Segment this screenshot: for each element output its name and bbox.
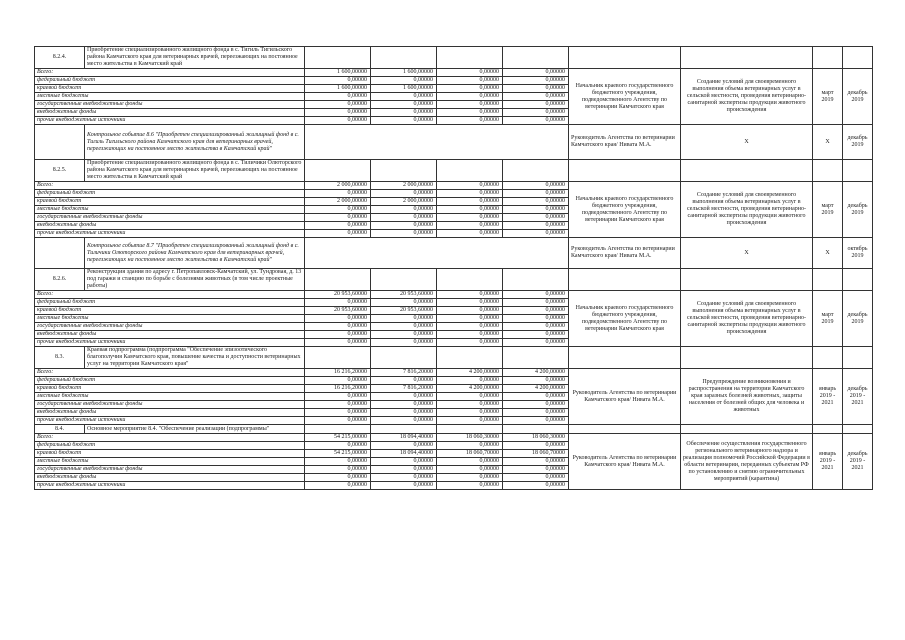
empty-cell [305,269,371,291]
funding-source-label: внебюджетные фонды [35,109,305,117]
funding-value: 0,00000 [371,323,437,331]
funding-value: 0,00000 [503,109,569,117]
block-title-row [35,47,873,69]
funding-value: 0,00000 [437,198,503,206]
funding-value: 0,00000 [503,417,569,425]
empty-cell [437,425,503,434]
funding-value: 0,00000 [305,77,371,85]
funding-value: 0,00000 [503,182,569,190]
funding-source-label: краевой бюджет [35,198,305,206]
funding-value: 0,00000 [371,393,437,401]
funding-value: 0,00000 [503,482,569,490]
funding-row [35,182,873,190]
funding-value: 0,00000 [437,323,503,331]
funding-source-label: местные бюджеты [35,93,305,101]
responsible-executor: Начальник краевого государственного бюджетного учреждения, подведомственного Агентству по ветеринарии Камчатского края [569,291,681,347]
funding-value: 0,00000 [305,442,371,450]
funding-value: 0,00000 [503,315,569,323]
funding-source-label: Всего: [35,291,305,299]
control-event-row [35,238,873,269]
funding-value: 0,00000 [305,458,371,466]
item-title: Краевая подпрограмма (подпрограмма "Обеспечение эпизоотического благополучия Камчатского края, повышение качества и доступности ветеринарных услуг на территории Камчатского края" [85,347,305,369]
funding-source-label: прочие внебюджетные источники [35,230,305,238]
funding-value: 0,00000 [503,474,569,482]
funding-value: 18 094,40000 [371,450,437,458]
empty-cell [813,347,843,369]
funding-value: 0,00000 [305,230,371,238]
start-date: март 2019 [813,291,843,347]
funding-value: 0,00000 [503,198,569,206]
control-event-text: Контрольное событие 8.7 "Приобретен специализированный жилищный фонд в с. Тиличики Олюторского района Камчатского края для ветеринарных врачей, переезжающих на постоянное место жительства в Камчатский край" [85,238,305,269]
funding-value: 7 816,20000 [371,385,437,393]
funding-value: 0,00000 [437,230,503,238]
control-event-row [35,125,873,160]
funding-value: 0,00000 [503,230,569,238]
start-date: март 2019 [813,69,843,125]
control-event-x: X [681,125,813,160]
control-event-responsible: Руководитель Агентства по ветеринарии Камчатского края/ Нивата М.А. [569,238,681,269]
funding-value: 0,00000 [371,230,437,238]
funding-value: 0,00000 [371,206,437,214]
empty-cell [843,47,873,69]
funding-source-label: местные бюджеты [35,393,305,401]
funding-value: 0,00000 [437,182,503,190]
funding-value: 0,00000 [503,77,569,85]
funding-value: 2 000,00000 [305,198,371,206]
funding-value: 0,00000 [437,77,503,85]
funding-value: 0,00000 [437,190,503,198]
funding-value: 20 953,60000 [305,291,371,299]
funding-value: 0,00000 [437,299,503,307]
expected-result: Создание условий для своевременного выполнения объема ветеринарных услуг в сельской местности, проведения ветеринарно-санитарной экспертизы продукции животного происхождения [681,291,813,347]
funding-value: 0,00000 [371,417,437,425]
funding-value: 18 060,30000 [503,434,569,442]
funding-value: 0,00000 [437,409,503,417]
funding-source-label: внебюджетные фонды [35,222,305,230]
funding-value: 0,00000 [305,393,371,401]
empty-cell [569,160,681,182]
funding-value: 0,00000 [437,482,503,490]
funding-value: 0,00000 [371,109,437,117]
funding-value: 0,00000 [503,323,569,331]
control-event-date: декабрь 2019 [843,125,873,160]
funding-value: 0,00000 [437,401,503,409]
funding-value: 0,00000 [437,85,503,93]
item-number: 8.2.5. [35,160,85,182]
empty-cell [437,160,503,182]
funding-value: 54 215,00000 [305,450,371,458]
empty-cell [371,47,437,69]
funding-value: 0,00000 [305,339,371,347]
funding-value: 0,00000 [305,409,371,417]
expected-result: Создание условий для своевременного выполнения объема ветеринарных услуг в сельской местности, проведения ветеринарно-санитарной экспертизы продукции животного происхождения [681,69,813,125]
funding-value: 16 216,20000 [305,385,371,393]
empty-cell [681,425,813,434]
responsible-executor: Начальник краевого государственного бюджетного учреждения, подведомственного Агентству по ветеринарии Камчатского края [569,182,681,238]
empty-cell [681,160,813,182]
funding-source-label: Всего: [35,434,305,442]
funding-value: 0,00000 [305,417,371,425]
funding-source-label: внебюджетные фонды [35,331,305,339]
funding-value: 0,00000 [437,458,503,466]
funding-value: 0,00000 [305,222,371,230]
item-number: 8.2.4. [35,47,85,69]
empty-cell [35,238,85,269]
funding-value: 0,00000 [371,474,437,482]
funding-value: 0,00000 [437,93,503,101]
block-title-row [35,425,873,434]
funding-value: 0,00000 [437,101,503,109]
funding-value: 0,00000 [305,101,371,109]
funding-source-label: федеральный бюджет [35,442,305,450]
funding-source-label: прочие внебюджетные источники [35,117,305,125]
empty-cell [305,47,371,69]
funding-source-label: краевой бюджет [35,85,305,93]
funding-value: 0,00000 [371,331,437,339]
control-event-date: октябрь 2019 [843,238,873,269]
funding-value: 0,00000 [305,109,371,117]
funding-value: 0,00000 [503,442,569,450]
funding-value: 0,00000 [305,206,371,214]
start-date: январь 2019 - 2021 [813,369,843,425]
empty-cell [305,125,569,160]
funding-source-label: прочие внебюджетные источники [35,417,305,425]
funding-source-label: Всего: [35,69,305,77]
item-title: Основное мероприятие 8.4. "Обеспечение реализации (подпрограммы" [85,425,305,434]
funding-value: 0,00000 [503,458,569,466]
funding-value: 0,00000 [503,101,569,109]
block-title-row [35,347,873,369]
funding-value: 0,00000 [437,117,503,125]
funding-value: 0,00000 [503,214,569,222]
funding-source-label: федеральный бюджет [35,299,305,307]
funding-row [35,69,873,77]
funding-value: 0,00000 [305,482,371,490]
funding-value: 0,00000 [305,299,371,307]
empty-cell [569,347,681,369]
funding-value: 0,00000 [437,109,503,117]
funding-value: 0,00000 [503,401,569,409]
funding-source-label: внебюджетные фонды [35,409,305,417]
funding-value: 0,00000 [437,417,503,425]
funding-value: 0,00000 [305,214,371,222]
funding-value: 4 200,00000 [503,385,569,393]
empty-cell [503,425,569,434]
funding-value: 0,00000 [503,69,569,77]
funding-source-label: государственные внебюджетные фонды [35,401,305,409]
program-table [34,46,873,490]
funding-value: 0,00000 [305,190,371,198]
funding-value: 0,00000 [437,377,503,385]
funding-value: 18 094,40000 [371,434,437,442]
empty-cell [681,347,813,369]
funding-value: 0,00000 [503,299,569,307]
funding-value: 0,00000 [371,482,437,490]
empty-cell [371,160,437,182]
funding-value: 0,00000 [503,93,569,101]
funding-value: 0,00000 [371,222,437,230]
funding-value: 0,00000 [503,222,569,230]
funding-value: 1 600,00000 [305,85,371,93]
funding-value: 0,00000 [371,190,437,198]
funding-value: 0,00000 [371,409,437,417]
funding-source-label: местные бюджеты [35,206,305,214]
funding-value: 0,00000 [371,458,437,466]
funding-value: 0,00000 [503,117,569,125]
funding-value: 0,00000 [371,401,437,409]
empty-cell [843,160,873,182]
funding-value: 0,00000 [371,315,437,323]
end-date: декабрь 2019 [843,69,873,125]
funding-source-label: государственные внебюджетные фонды [35,323,305,331]
empty-cell [503,160,569,182]
funding-value: 2 000,00000 [371,182,437,190]
funding-source-label: внебюджетные фонды [35,474,305,482]
funding-source-label: прочие внебюджетные источники [35,339,305,347]
funding-value: 0,00000 [437,466,503,474]
funding-value: 0,00000 [371,339,437,347]
document-page [34,46,872,490]
funding-value: 0,00000 [437,291,503,299]
item-title: Приобретение специализированного жилищного фонда в с. Тигиль Тигильского района Камчатского края для ветеринарных врачей, переезжающих на постоянное место жительства в Камчатский край [85,47,305,69]
funding-value: 0,00000 [437,307,503,315]
block-title-row [35,160,873,182]
end-date: декабрь 2019 - 2021 [843,434,873,490]
empty-cell [305,425,371,434]
funding-row [35,291,873,299]
expected-result: Предупреждение возникновения и распространения на территории Камчатского края заразных болезней животных, защиты населения от болезней общих для человека и животных [681,369,813,425]
funding-value: 7 816,20000 [371,369,437,377]
empty-cell [35,125,85,160]
item-number: 8.4. [35,425,85,434]
funding-value: 0,00000 [503,393,569,401]
funding-value: 0,00000 [305,323,371,331]
funding-value: 0,00000 [305,315,371,323]
funding-source-label: краевой бюджет [35,307,305,315]
control-event-x: X [813,125,843,160]
empty-cell [813,425,843,434]
funding-value: 0,00000 [305,466,371,474]
funding-value: 0,00000 [503,291,569,299]
funding-value: 4 200,00000 [437,385,503,393]
empty-cell [437,347,503,369]
funding-value: 0,00000 [437,222,503,230]
funding-value: 0,00000 [437,442,503,450]
funding-source-label: федеральный бюджет [35,377,305,385]
funding-value: 0,00000 [437,393,503,401]
funding-value: 4 200,00000 [503,369,569,377]
funding-value: 0,00000 [305,93,371,101]
end-date: декабрь 2019 - 2021 [843,369,873,425]
funding-value: 0,00000 [503,85,569,93]
funding-source-label: федеральный бюджет [35,190,305,198]
empty-cell [843,425,873,434]
funding-value: 0,00000 [437,474,503,482]
funding-value: 0,00000 [371,377,437,385]
empty-cell [305,347,371,369]
empty-cell [569,425,681,434]
funding-value: 20 953,60000 [371,307,437,315]
funding-value: 2 000,00000 [371,198,437,206]
funding-source-label: Всего: [35,369,305,377]
funding-value: 1 600,00000 [371,69,437,77]
funding-value: 0,00000 [305,117,371,125]
block-title-row [35,269,873,291]
funding-value: 18 060,30000 [437,434,503,442]
funding-value: 0,00000 [503,331,569,339]
funding-value: 0,00000 [371,466,437,474]
funding-value: 0,00000 [503,339,569,347]
funding-value: 0,00000 [437,69,503,77]
empty-cell [305,238,569,269]
end-date: декабрь 2019 [843,291,873,347]
funding-value: 1 600,00000 [305,69,371,77]
empty-cell [843,347,873,369]
empty-cell [503,47,569,69]
empty-cell [843,269,873,291]
funding-value: 0,00000 [371,93,437,101]
empty-cell [569,47,681,69]
funding-value: 0,00000 [371,214,437,222]
control-event-x: X [813,238,843,269]
empty-cell [681,269,813,291]
funding-value: 0,00000 [503,466,569,474]
funding-source-label: местные бюджеты [35,458,305,466]
control-event-text: Контрольное событие 8.6 "Приобретен специализированный жилищный фонд в с. Тигиль Тигильского района Камчатского края для ветеринарных врачей, переезжающих на постоянное место жительства в Камчатский край" [85,125,305,160]
item-title: Приобретение специализированного жилищного фонда в с. Тиличики Олюторского района Камчатского края для ветеринарных врачей, переезжающих на постоянное место жительства в Камчатский край [85,160,305,182]
start-date: январь 2019 - 2021 [813,434,843,490]
funding-value: 18 060,70000 [503,450,569,458]
funding-value: 0,00000 [305,401,371,409]
funding-value: 4 200,00000 [437,369,503,377]
funding-value: 0,00000 [437,206,503,214]
start-date: март 2019 [813,182,843,238]
funding-source-label: государственные внебюджетные фонды [35,214,305,222]
funding-source-label: прочие внебюджетные источники [35,482,305,490]
funding-source-label: государственные внебюджетные фонды [35,466,305,474]
funding-value: 0,00000 [437,339,503,347]
empty-cell [813,47,843,69]
funding-source-label: государственные внебюджетные фонды [35,101,305,109]
funding-value: 1 600,00000 [371,85,437,93]
funding-source-label: местные бюджеты [35,315,305,323]
expected-result: Обеспечение осуществления государственного регионального ветеринарного надзора и реализация полномочий Российской Федерации в области ветеринарии, переданных субъектам РФ по установлению и снятию ограничительных мероприятий (карантина) [681,434,813,490]
control-event-responsible: Руководитель Агентства по ветеринарии Камчатского края/ Нивата М.А. [569,125,681,160]
funding-value: 0,00000 [371,117,437,125]
empty-cell [437,269,503,291]
item-number: 8.3. [35,347,85,369]
funding-value: 16 216,20000 [305,369,371,377]
item-number: 8.2.6. [35,269,85,291]
empty-cell [503,269,569,291]
funding-value: 0,00000 [437,214,503,222]
empty-cell [681,47,813,69]
funding-value: 20 953,60000 [305,307,371,315]
empty-cell [371,347,437,369]
funding-row [35,369,873,377]
funding-value: 2 000,00000 [305,182,371,190]
funding-value: 0,00000 [503,409,569,417]
funding-value: 0,00000 [371,101,437,109]
item-title: Реконструкция здания по адресу г. Петропавловск-Камчатский, ул. Тундровая, д. 13 под гаражи и станцию по борьбе с болезнями животных (в том числе проектные работы) [85,269,305,291]
funding-value: 54 215,00000 [305,434,371,442]
end-date: декабрь 2019 [843,182,873,238]
empty-cell [569,269,681,291]
empty-cell [813,160,843,182]
empty-cell [503,347,569,369]
responsible-executor: Начальник краевого государственного бюджетного учреждения, подведомственного Агентству по ветеринарии Камчатского края [569,69,681,125]
funding-value: 0,00000 [437,315,503,323]
empty-cell [437,47,503,69]
funding-value: 0,00000 [503,307,569,315]
funding-value: 0,00000 [305,474,371,482]
funding-value: 0,00000 [437,331,503,339]
funding-source-label: федеральный бюджет [35,77,305,85]
funding-source-label: краевой бюджет [35,385,305,393]
funding-value: 0,00000 [503,190,569,198]
control-event-x: X [681,238,813,269]
funding-value: 0,00000 [371,442,437,450]
responsible-executor: Руководитель Агентства по ветеринарии Камчатского края/ Нивата М.А. [569,369,681,425]
funding-source-label: Всего: [35,182,305,190]
funding-value: 20 953,60000 [371,291,437,299]
table-body [35,47,873,490]
funding-source-label: краевой бюджет [35,450,305,458]
funding-row [35,434,873,442]
funding-value: 0,00000 [371,299,437,307]
expected-result: Создание условий для своевременного выполнения объема ветеринарных услуг в сельской местности, проведения ветеринарно-санитарной экспертизы продукции животного происхождения [681,182,813,238]
funding-value: 0,00000 [503,206,569,214]
responsible-executor: Руководитель Агентства по ветеринарии Камчатского края/ Нивата М.А. [569,434,681,490]
empty-cell [371,425,437,434]
funding-value: 18 060,70000 [437,450,503,458]
funding-value: 0,00000 [503,377,569,385]
funding-value: 0,00000 [371,77,437,85]
funding-value: 0,00000 [305,377,371,385]
funding-value: 0,00000 [305,331,371,339]
empty-cell [371,269,437,291]
empty-cell [305,160,371,182]
empty-cell [813,269,843,291]
